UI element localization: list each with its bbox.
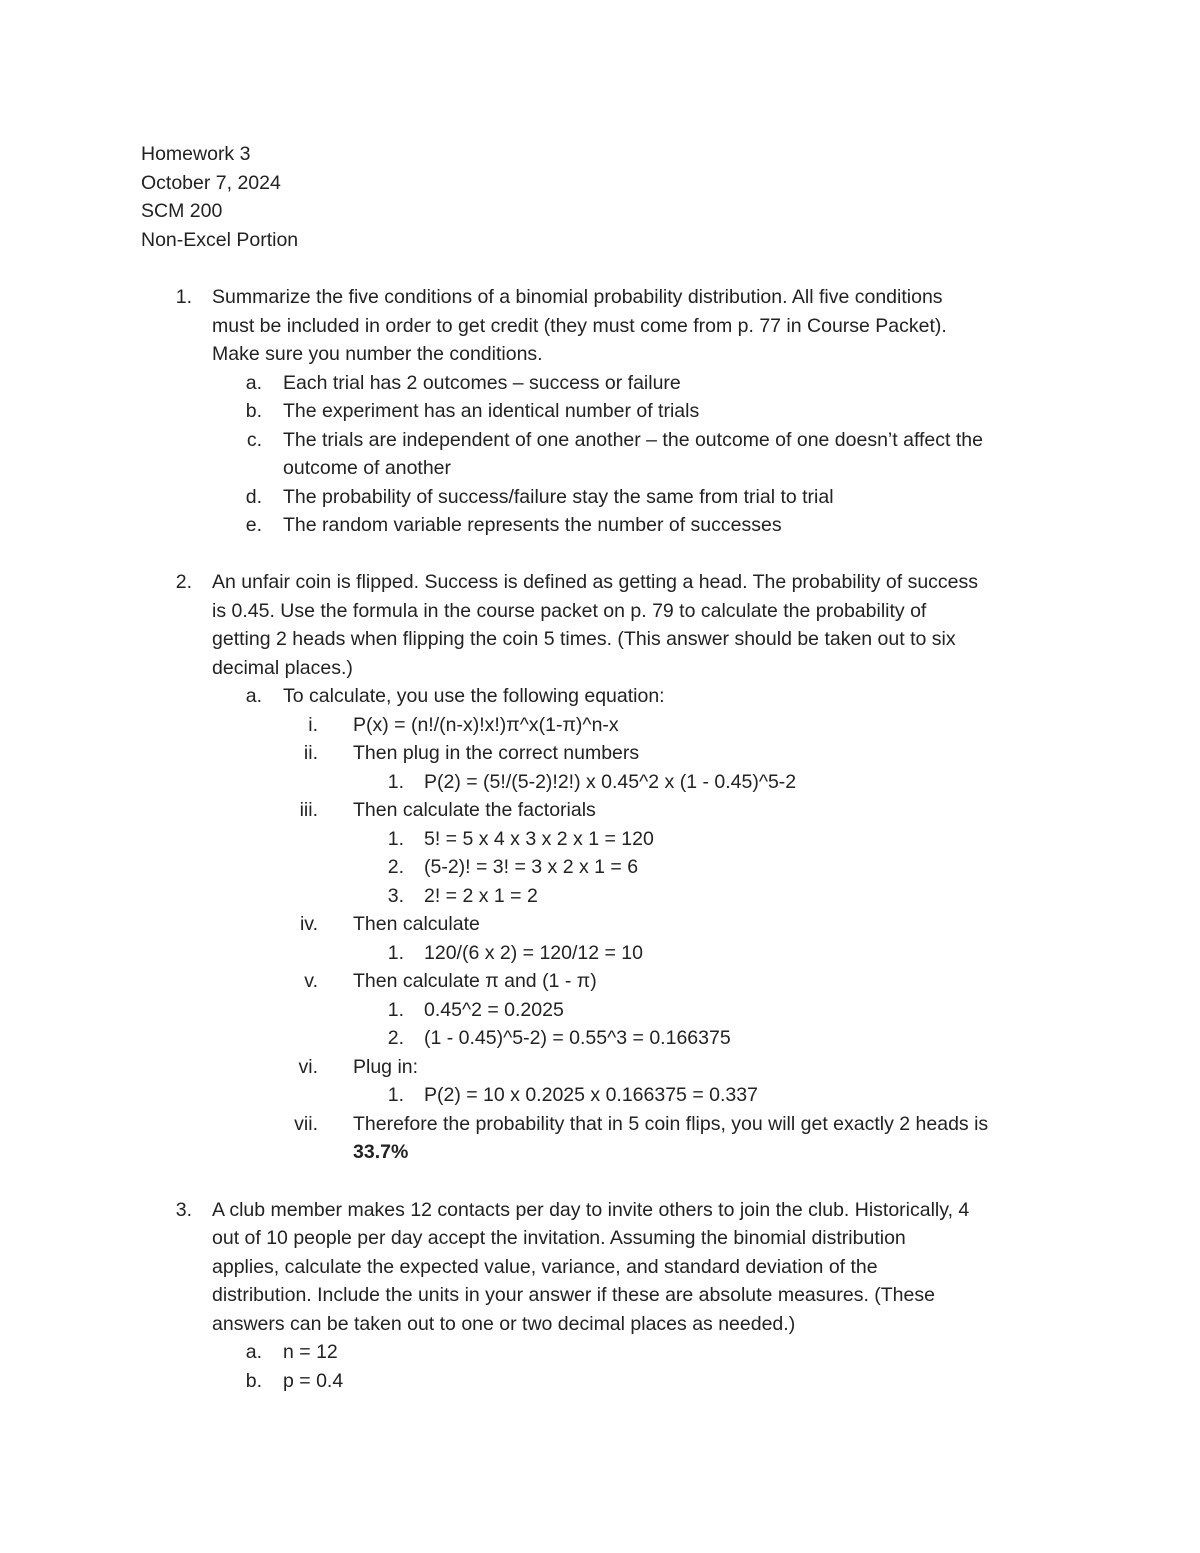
q1-answer: The probability of success/failure stay the same from trial to trial bbox=[283, 486, 834, 508]
step-marker: v. bbox=[304, 970, 318, 992]
sub-step-text: P(2) = (5!/(5-2)!2!) x 0.45^2 x (1 - 0.45)^5-2 bbox=[424, 771, 797, 793]
q2-a-marker: a. bbox=[245, 685, 262, 707]
q3-text-line: out of 10 people per day accept the invitation. Assuming the binomial distribution bbox=[212, 1227, 906, 1249]
q1-answer-marker: e. bbox=[245, 514, 262, 536]
q2-number: 2. bbox=[175, 571, 192, 593]
q1-number: 1. bbox=[175, 286, 192, 308]
q3-text-line: distribution. Include the units in your answer if these are absolute measures. (These bbox=[212, 1284, 935, 1306]
step-text: Plug in: bbox=[353, 1056, 419, 1078]
q1-text-line: Summarize the five conditions of a binomial probability distribution. All five conditions bbox=[212, 286, 943, 308]
sub-step-text: 2! = 2 x 1 = 2 bbox=[424, 885, 538, 907]
step-text: P(x) = (n!/(n-x)!x!)π^x(1-π)^n-x bbox=[353, 714, 619, 736]
step-text: Then plug in the correct numbers bbox=[353, 742, 640, 764]
q1-text-line: must be included in order to get credit (they must come from p. 77 in Course Packet). bbox=[212, 315, 947, 337]
q2-text-line: getting 2 heads when flipping the coin 5 times. (This answer should be taken out to six bbox=[212, 628, 956, 650]
step-text: Therefore the probability that in 5 coin flips, you will get exactly 2 heads is bbox=[353, 1113, 989, 1135]
q2-text-line: An unfair coin is flipped. Success is defined as getting a head. The probability of success bbox=[212, 571, 979, 593]
step-marker: vii. bbox=[294, 1113, 318, 1135]
q2-a-text: To calculate, you use the following equation: bbox=[283, 685, 665, 707]
q3-answer-marker: b. bbox=[245, 1370, 262, 1392]
q3-text-line: answers can be taken out to one or two decimal places as needed.) bbox=[212, 1313, 796, 1335]
q3-text-line: applies, calculate the expected value, variance, and standard deviation of the bbox=[212, 1256, 878, 1278]
q1-answer: The trials are independent of one another – the outcome of one doesn’t affect the bbox=[283, 429, 983, 451]
sub-step-marker: 2. bbox=[387, 1027, 404, 1049]
sub-step-text: (1 - 0.45)^5-2) = 0.55^3 = 0.166375 bbox=[424, 1027, 731, 1049]
q3-answer: p = 0.4 bbox=[283, 1370, 344, 1392]
q1-answer-marker: b. bbox=[245, 400, 262, 422]
step-marker: ii. bbox=[303, 742, 318, 764]
sub-step-text: 0.45^2 = 0.2025 bbox=[424, 999, 564, 1021]
step-text: Then calculate bbox=[353, 913, 480, 935]
sub-step-marker: 1. bbox=[387, 771, 404, 793]
q1-answer-marker: c. bbox=[246, 429, 262, 451]
doc-portion: Non-Excel Portion bbox=[141, 229, 299, 251]
sub-step-text: P(2) = 10 x 0.2025 x 0.166375 = 0.337 bbox=[424, 1084, 758, 1106]
sub-step-text: 120/(6 x 2) = 120/12 = 10 bbox=[424, 942, 643, 964]
q1-answer: The experiment has an identical number of trials bbox=[283, 400, 700, 422]
q1-answer-marker: d. bbox=[245, 486, 262, 508]
sub-step-marker: 1. bbox=[387, 1084, 404, 1106]
doc-date: October 7, 2024 bbox=[141, 172, 281, 194]
q2-text-line: is 0.45. Use the formula in the course packet on p. 79 to calculate the probability of bbox=[212, 600, 927, 622]
sub-step-marker: 1. bbox=[387, 942, 404, 964]
step-text: Then calculate the factorials bbox=[353, 799, 596, 821]
q3-answer: n = 12 bbox=[283, 1341, 338, 1363]
q2-text-line: decimal places.) bbox=[212, 657, 353, 679]
doc-course: SCM 200 bbox=[141, 200, 223, 222]
sub-step-marker: 1. bbox=[387, 999, 404, 1021]
sub-step-marker: 1. bbox=[387, 828, 404, 850]
q3-answer-marker: a. bbox=[245, 1341, 262, 1363]
q1-answer-marker: a. bbox=[245, 372, 262, 394]
q1-text-line: Make sure you number the conditions. bbox=[212, 343, 543, 365]
q3-number: 3. bbox=[175, 1199, 192, 1221]
q1-answer: The random variable represents the number of successes bbox=[283, 514, 782, 536]
final-answer: 33.7% bbox=[353, 1141, 409, 1163]
sub-step-marker: 3. bbox=[387, 885, 404, 907]
step-marker: vi. bbox=[298, 1056, 318, 1078]
q1-answer: Each trial has 2 outcomes – success or failure bbox=[283, 372, 681, 394]
q1-answer: outcome of another bbox=[283, 457, 452, 479]
sub-step-text: (5-2)! = 3! = 3 x 2 x 1 = 6 bbox=[424, 856, 639, 878]
doc-title: Homework 3 bbox=[141, 143, 251, 165]
step-text: Then calculate π and (1 - π) bbox=[353, 970, 597, 992]
sub-step-text: 5! = 5 x 4 x 3 x 2 x 1 = 120 bbox=[424, 828, 654, 850]
step-marker: iv. bbox=[299, 913, 318, 935]
q3-text-line: A club member makes 12 contacts per day to invite others to join the club. Historically, 4 bbox=[212, 1199, 970, 1221]
step-marker: i. bbox=[308, 714, 318, 736]
step-marker: iii. bbox=[299, 799, 318, 821]
sub-step-marker: 2. bbox=[387, 856, 404, 878]
